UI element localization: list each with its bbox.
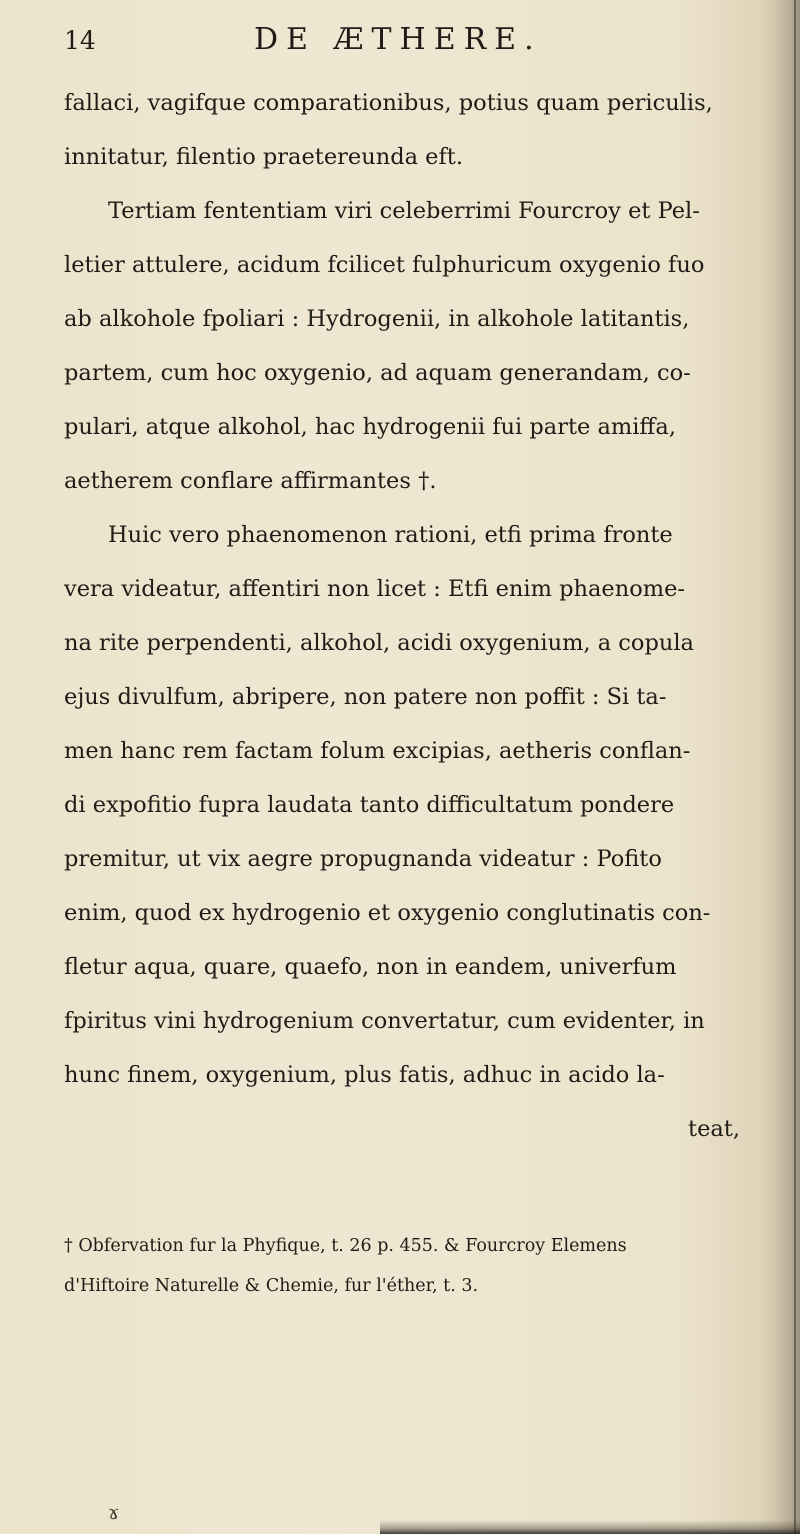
text-line: partem, cum hoc oxygenio, ad aquam generandam, co- bbox=[64, 360, 691, 386]
text-line: men hanc rem factam folum excipias, aetheris conflan- bbox=[64, 738, 691, 764]
footnote-line: † Obfervation fur la Phyfique, t. 26 p. 455. & Fourcroy Elemens bbox=[64, 1236, 627, 1256]
text-line: ejus divulfum, abripere, non patere non poffit : Si ta- bbox=[64, 684, 667, 710]
text-line: di expofitio fupra laudata tanto difficultatum pondere bbox=[64, 792, 675, 818]
text-line: aetherem conflare affirmantes †. bbox=[64, 468, 437, 494]
text-line: fletur aqua, quare, quaefo, non in eandem, univerfum bbox=[64, 954, 677, 980]
running-head: DE ÆTHERE. bbox=[254, 22, 542, 57]
page-number: 14 bbox=[64, 26, 96, 55]
ink-speck-mark: ɤ bbox=[108, 1500, 120, 1524]
text-line: fallaci, vagifque comparationibus, potius quam periculis, bbox=[64, 90, 713, 116]
text-line: hunc finem, oxygenium, plus fatis, adhuc in acido la- bbox=[64, 1062, 665, 1088]
text-line: fpiritus vini hydrogenium convertatur, cum evidenter, in bbox=[64, 1008, 705, 1034]
bottom-edge-shadow bbox=[380, 1520, 800, 1534]
text-line: premitur, ut vix aegre propugnanda videatur : Pofito bbox=[64, 846, 662, 872]
footnote-line: d'Hiftoire Naturelle & Chemie, fur l'éther, t. 3. bbox=[64, 1276, 479, 1296]
text-line: letier attulere, acidum fcilicet fulphuricum oxygenio fuo bbox=[64, 252, 705, 278]
page-edge-line bbox=[794, 0, 796, 1534]
text-line: innitatur, filentio praetereunda eft. bbox=[64, 144, 464, 170]
footnote bbox=[64, 1226, 744, 1306]
text-line: Huic vero phaenomenon rationi, etfi prima fronte bbox=[108, 522, 673, 548]
text-line: na rite perpendenti, alkohol, acidi oxygenium, a copula bbox=[64, 630, 694, 656]
text-line: ab alkohole fpoliari : Hydrogenii, in alkohole latitantis, bbox=[64, 306, 690, 332]
text-line: enim, quod ex hydrogenio et oxygenio conglutinatis con- bbox=[64, 900, 711, 926]
catchword: teat, bbox=[688, 1116, 740, 1142]
text-line: vera videatur, affentiri non licet : Etfi enim phaenome- bbox=[64, 576, 686, 602]
page-header bbox=[64, 22, 724, 62]
text-line: Tertiam fententiam viri celeberrimi Fourcroy et Pel- bbox=[108, 198, 700, 224]
text-line: pulari, atque alkohol, hac hydrogenii fui parte amiffa, bbox=[64, 414, 676, 440]
body-text bbox=[64, 76, 744, 1156]
